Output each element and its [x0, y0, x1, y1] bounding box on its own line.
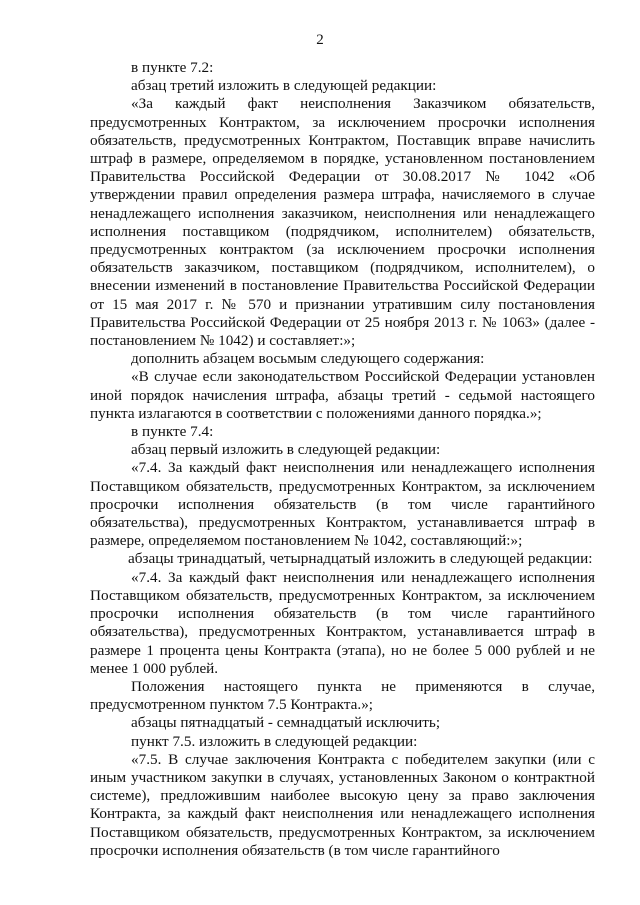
paragraph-clause-7-4-heading: в пункте 7.4:	[131, 423, 214, 441]
page-number: 2	[316, 32, 324, 48]
document-body	[90, 59, 595, 860]
paragraph-instruction-add-eighth: дополнить абзацем восьмым следующего содержания:	[131, 350, 485, 368]
paragraph-quoted-7-4-first: «7.4. За каждый факт неисполнения или ненадлежащего исполнения Поставщиком обязательств, предусмотренных Контрактом, за исключением просрочки исполнения обязательств (в том числе гарантийного обязательства), предусмотренных Контрактом, устанавливается штраф в размере, определяемом постановлением № 1042, составляющий:»;	[90, 459, 595, 550]
paragraph-instruction-13-14: абзацы тринадцатый, четырнадцатый изложить в следующей редакции:	[128, 550, 593, 568]
paragraph-instruction-first-abzac: абзац первый изложить в следующей редакции:	[131, 441, 441, 459]
paragraph-quoted-penalty-customer: «За каждый факт неисполнения Заказчиком обязательств, предусмотренных Контрактом, за исключением просрочки исполнения обязательств, предусмотренных Контрактом, Поставщик вправе начислить штраф в размере, определяемом в порядке, установленном постановлением Правительства Российской Федерации от 30.08.2017 № 1042 «Об утверждении правил определения размера штрафа, начисляемого в случае ненадлежащего исполнения заказчиком, неисполнения или ненадлежащего исполнения поставщиком (подрядчиком, исполнителем) обязательств, предусмотренных контрактом (за исключением просрочки исполнения обязательств заказчиком, поставщиком (подрядчиком, исполнителем), о внесении изменений в постановление Правительства Российской Федерации от 15 мая 2017 г. № 570 и признании утратившим силу постановления Правительства Российской Федерации от 25 ноября 2013 г. № 1063» (далее - постановлением № 1042) и составляет:»;	[90, 95, 595, 350]
paragraph-instruction-third-abzac: абзац третий изложить в следующей редакции:	[131, 77, 437, 95]
paragraph-quoted-not-applicable: Положения настоящего пункта не применяются в случае, предусмотренном пунктом 7.5 Контракта.»;	[90, 677, 595, 714]
paragraph-clause-7-2-heading: в пункте 7.2:	[131, 59, 214, 76]
paragraph-quoted-7-5: «7.5. В случае заключения Контракта с победителем закупки (или с иным участником закупки в случаях, установленных Законом о контрактной системе), предложившим наиболее высокую цену за право заключения Контракта, за каждый факт неисполнения или ненадлежащего исполнения Поставщиком обязательств, предусмотренных Контрактом, за исключением просрочки исполнения обязательств (в том числе гарантийного	[90, 750, 595, 859]
paragraph-quoted-other-procedure: «В случае если законодательством Российской Федерации установлен иной порядок начисления штрафа, абзацы третий - седьмой настоящего пункта излагаются в соответствии с положениями данного порядка.»;	[90, 368, 595, 422]
paragraph-instruction-exclude: абзацы пятнадцатый - семнадцатый исключить;	[131, 714, 441, 732]
paragraph-instruction-7-5: пункт 7.5. изложить в следующей редакции:	[131, 732, 418, 750]
paragraph-quoted-7-4-fixed: «7.4. За каждый факт неисполнения или ненадлежащего исполнения Поставщиком обязательств, предусмотренных Контрактом, за исключением просрочки исполнения обязательств (в том числе гарантийного обязательства), предусмотренных Контрактом, устанавливается штраф в размере 1 процента цены Контракта (этапа), но не более 5 000 рублей и не менее 1 000 рублей.	[90, 568, 595, 677]
